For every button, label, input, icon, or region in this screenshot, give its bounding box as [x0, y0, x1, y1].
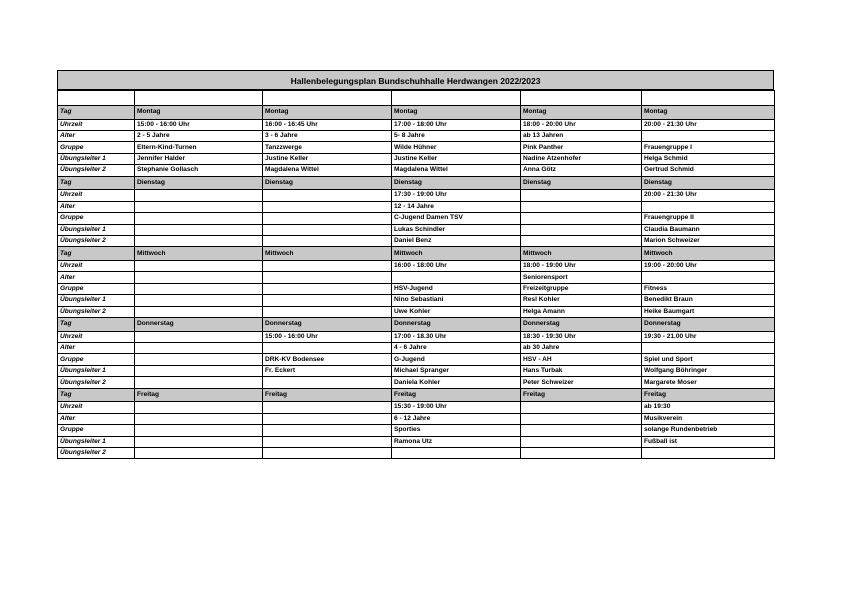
- slot-cell-ul1: Nino Sebastiani: [392, 295, 521, 306]
- slot-cell-alter: [135, 272, 263, 283]
- blank-cell: [58, 91, 135, 106]
- row-alter: [58, 343, 775, 354]
- slot-cell-ul1: [135, 224, 263, 235]
- row-label-tag: Tag: [58, 247, 135, 261]
- row-tag: [58, 247, 775, 261]
- slot-cell-gruppe: Spiel und Sport: [642, 354, 775, 365]
- blank-row: [58, 91, 775, 106]
- row-label-ul2: Übungsleiter 2: [58, 165, 135, 176]
- slot-cell-alter: [521, 413, 642, 424]
- slot-cell-alter: [642, 272, 775, 283]
- slot-cell-gruppe: [135, 354, 263, 365]
- slot-cell-alter: [521, 201, 642, 212]
- slot-cell-ul1: Hans Turbak: [521, 365, 642, 376]
- slot-cell-ul1: Justine Keller: [392, 153, 521, 164]
- slot-cell-ul1: Wolfgang Böhringer: [642, 365, 775, 376]
- slot-cell-ul2: Marion Schweizer: [642, 235, 775, 246]
- row-ul1: [58, 365, 775, 376]
- slot-cell-ul2: Daniel Benz: [392, 235, 521, 246]
- slot-cell-uhrzeit: [263, 260, 392, 271]
- slot-cell-gruppe: Fitness: [642, 283, 775, 294]
- day-cell: Donnerstag: [521, 318, 642, 332]
- day-cell: Mittwoch: [135, 247, 263, 261]
- day-cell: Donnerstag: [135, 318, 263, 332]
- slot-cell-alter: 6 - 12 Jahre: [392, 413, 521, 424]
- slot-cell-uhrzeit: [135, 331, 263, 342]
- row-label-ul1: Übungsleiter 1: [58, 153, 135, 164]
- row-gruppe: [58, 142, 775, 153]
- slot-cell-gruppe: [263, 283, 392, 294]
- day-cell: Dienstag: [263, 176, 392, 190]
- slot-cell-gruppe: Frauengruppe II: [642, 213, 775, 224]
- row-tag: [58, 176, 775, 190]
- slot-cell-alter: Seniorensport: [521, 272, 642, 283]
- row-ul1: [58, 224, 775, 235]
- row-label-alter: Alter: [58, 343, 135, 354]
- slot-cell-ul2: [135, 306, 263, 317]
- slot-cell-ul2: [521, 235, 642, 246]
- day-cell: Dienstag: [392, 176, 521, 190]
- slot-cell-gruppe: Eltern-Kind-Turnen: [135, 142, 263, 153]
- slot-cell-alter: [135, 201, 263, 212]
- row-label-ul1: Übungsleiter 1: [58, 295, 135, 306]
- slot-cell-ul2: [135, 235, 263, 246]
- slot-cell-alter: 5- 8 Jahre: [392, 130, 521, 141]
- row-label-alter: Alter: [58, 413, 135, 424]
- slot-cell-ul2: Margarete Moser: [642, 377, 775, 388]
- day-cell: Donnerstag: [392, 318, 521, 332]
- slot-cell-gruppe: [263, 213, 392, 224]
- row-uhrzeit: [58, 331, 775, 342]
- day-cell: Montag: [642, 106, 775, 120]
- day-cell: Dienstag: [642, 176, 775, 190]
- row-gruppe: [58, 283, 775, 294]
- day-cell: Montag: [392, 106, 521, 120]
- day-cell: Mittwoch: [521, 247, 642, 261]
- blank-cell: [642, 91, 775, 106]
- slot-cell-ul2: Heike Baumgart: [642, 306, 775, 317]
- row-label-alter: Alter: [58, 201, 135, 212]
- slot-cell-ul1: Resl Kohler: [521, 295, 642, 306]
- slot-cell-ul2: [521, 448, 642, 459]
- slot-cell-gruppe: Sporties: [392, 425, 521, 436]
- row-label-tag: Tag: [58, 388, 135, 402]
- slot-cell-ul2: [263, 377, 392, 388]
- row-label-uhrzeit: Uhrzeit: [58, 331, 135, 342]
- slot-cell-uhrzeit: 16:00 - 18:00 Uhr: [392, 260, 521, 271]
- slot-cell-alter: [135, 343, 263, 354]
- slot-cell-alter: [642, 201, 775, 212]
- slot-cell-uhrzeit: [521, 402, 642, 413]
- row-label-uhrzeit: Uhrzeit: [58, 260, 135, 271]
- blank-cell: [521, 91, 642, 106]
- slot-cell-ul1: Lukas Schindler: [392, 224, 521, 235]
- slot-cell-uhrzeit: 17:00 - 18:00 Uhr: [392, 119, 521, 130]
- slot-cell-gruppe: [521, 213, 642, 224]
- row-tag: [58, 106, 775, 120]
- blank-cell: [135, 91, 263, 106]
- slot-cell-ul1: Justine Keller: [263, 153, 392, 164]
- row-label-uhrzeit: Uhrzeit: [58, 190, 135, 201]
- slot-cell-uhrzeit: 15:00 - 16:00 Uhr: [135, 119, 263, 130]
- row-label-ul2: Übungsleiter 2: [58, 235, 135, 246]
- row-label-ul1: Übungsleiter 1: [58, 224, 135, 235]
- slot-cell-alter: Musikverein: [642, 413, 775, 424]
- slot-cell-gruppe: Tanzzwerge: [263, 142, 392, 153]
- slot-cell-ul1: Claudia Baumann: [642, 224, 775, 235]
- day-cell: Freitag: [521, 388, 642, 402]
- slot-cell-alter: [263, 343, 392, 354]
- slot-cell-alter: 4 - 6 Jahre: [392, 343, 521, 354]
- slot-cell-gruppe: HSV - AH: [521, 354, 642, 365]
- slot-cell-ul1: Jennifer Halder: [135, 153, 263, 164]
- row-label-gruppe: Gruppe: [58, 425, 135, 436]
- slot-cell-ul2: [135, 448, 263, 459]
- day-cell: Freitag: [392, 388, 521, 402]
- slot-cell-uhrzeit: 19:00 - 20:00 Uhr: [642, 260, 775, 271]
- slot-cell-uhrzeit: 16:00 - 16:45 Uhr: [263, 119, 392, 130]
- row-ul1: [58, 295, 775, 306]
- slot-cell-gruppe: [135, 283, 263, 294]
- slot-cell-alter: ab 13 Jahren: [521, 130, 642, 141]
- slot-cell-uhrzeit: [135, 260, 263, 271]
- slot-cell-uhrzeit: [263, 190, 392, 201]
- slot-cell-gruppe: [135, 213, 263, 224]
- row-ul2: [58, 448, 775, 459]
- slot-cell-ul2: [392, 448, 521, 459]
- slot-cell-gruppe: Wilde Hühner: [392, 142, 521, 153]
- row-alter: [58, 130, 775, 141]
- slot-cell-uhrzeit: 15:00 - 16:00 Uhr: [263, 331, 392, 342]
- row-gruppe: [58, 354, 775, 365]
- slot-cell-gruppe: DRK-KV Bodensee: [263, 354, 392, 365]
- slot-cell-uhrzeit: 19:30 - 21.00 Uhr: [642, 331, 775, 342]
- slot-cell-ul1: Michael Spranger: [392, 365, 521, 376]
- day-cell: Mittwoch: [642, 247, 775, 261]
- slot-cell-ul1: Nadine Atzenhofer: [521, 153, 642, 164]
- row-gruppe: [58, 213, 775, 224]
- slot-cell-ul1: [135, 365, 263, 376]
- row-label-alter: Alter: [58, 272, 135, 283]
- row-label-gruppe: Gruppe: [58, 142, 135, 153]
- slot-cell-ul2: Stephanie Gollasch: [135, 165, 263, 176]
- schedule-table: [57, 90, 775, 459]
- row-alter: [58, 201, 775, 212]
- row-label-ul2: Übungsleiter 2: [58, 448, 135, 459]
- row-uhrzeit: [58, 119, 775, 130]
- slot-cell-ul2: Peter Schweizer: [521, 377, 642, 388]
- row-ul2: [58, 377, 775, 388]
- row-tag: [58, 388, 775, 402]
- slot-cell-uhrzeit: 17:30 - 19:00 Uhr: [392, 190, 521, 201]
- slot-cell-ul2: [642, 448, 775, 459]
- slot-cell-ul2: Magdalena Wittel: [263, 165, 392, 176]
- slot-cell-gruppe: C-Jugend Damen TSV: [392, 213, 521, 224]
- slot-cell-gruppe: G-Jugend: [392, 354, 521, 365]
- row-label-ul1: Übungsleiter 1: [58, 436, 135, 447]
- slot-cell-ul1: Fußball ist: [642, 436, 775, 447]
- slot-cell-ul1: [263, 224, 392, 235]
- slot-cell-ul2: [263, 448, 392, 459]
- slot-cell-alter: [642, 130, 775, 141]
- row-label-gruppe: Gruppe: [58, 283, 135, 294]
- row-label-tag: Tag: [58, 318, 135, 332]
- row-alter: [58, 272, 775, 283]
- slot-cell-ul1: [135, 295, 263, 306]
- row-label-uhrzeit: Uhrzeit: [58, 119, 135, 130]
- slot-cell-alter: [642, 343, 775, 354]
- slot-cell-ul1: Fr. Eckert: [263, 365, 392, 376]
- day-cell: Dienstag: [521, 176, 642, 190]
- slot-cell-uhrzeit: 20:00 - 21:30 Uhr: [642, 119, 775, 130]
- day-cell: Freitag: [642, 388, 775, 402]
- slot-cell-gruppe: Pink Panther: [521, 142, 642, 153]
- day-cell: Mittwoch: [263, 247, 392, 261]
- slot-cell-alter: 3 - 6 Jahre: [263, 130, 392, 141]
- slot-cell-gruppe: [263, 425, 392, 436]
- slot-cell-alter: [135, 413, 263, 424]
- slot-cell-ul2: Uwe Kohler: [392, 306, 521, 317]
- sheet-title: Hallenbelegungsplan Bundschuhhalle Herdwangen 2022/2023: [57, 70, 774, 90]
- day-cell: Montag: [135, 106, 263, 120]
- slot-cell-ul2: [263, 306, 392, 317]
- slot-cell-alter: [263, 413, 392, 424]
- slot-cell-ul1: [135, 436, 263, 447]
- slot-cell-uhrzeit: 18:00 - 20:00 Uhr: [521, 119, 642, 130]
- day-cell: Montag: [521, 106, 642, 120]
- slot-cell-alter: [392, 272, 521, 283]
- slot-cell-alter: 2 - 5 Jahre: [135, 130, 263, 141]
- row-label-ul2: Übungsleiter 2: [58, 377, 135, 388]
- slot-cell-uhrzeit: [521, 190, 642, 201]
- slot-cell-alter: ab 30 Jahre: [521, 343, 642, 354]
- row-label-ul1: Übungsleiter 1: [58, 365, 135, 376]
- slot-cell-uhrzeit: [263, 402, 392, 413]
- slot-cell-gruppe: [521, 425, 642, 436]
- day-cell: Dienstag: [135, 176, 263, 190]
- day-cell: Freitag: [263, 388, 392, 402]
- slot-cell-ul1: [263, 436, 392, 447]
- slot-cell-ul1: [521, 436, 642, 447]
- slot-cell-ul2: Daniela Kohler: [392, 377, 521, 388]
- row-ul2: [58, 306, 775, 317]
- slot-cell-uhrzeit: [135, 190, 263, 201]
- slot-cell-uhrzeit: 18:30 - 19:30 Uhr: [521, 331, 642, 342]
- slot-cell-alter: [263, 201, 392, 212]
- schedule-sheet: [57, 70, 774, 459]
- slot-cell-ul2: Magdalena Wittel: [392, 165, 521, 176]
- slot-cell-gruppe: HSV-Jugend: [392, 283, 521, 294]
- slot-cell-uhrzeit: [135, 402, 263, 413]
- slot-cell-gruppe: Freizeitgruppe: [521, 283, 642, 294]
- blank-cell: [263, 91, 392, 106]
- slot-cell-alter: [263, 272, 392, 283]
- slot-cell-uhrzeit: 17:00 - 18.30 Uhr: [392, 331, 521, 342]
- slot-cell-uhrzeit: 20:00 - 21:30 Uhr: [642, 190, 775, 201]
- slot-cell-ul1: Benedikt Braun: [642, 295, 775, 306]
- slot-cell-ul2: Helga Amann: [521, 306, 642, 317]
- row-label-uhrzeit: Uhrzeit: [58, 402, 135, 413]
- slot-cell-gruppe: solange Rundenbetrieb: [642, 425, 775, 436]
- slot-cell-ul2: Gertrud Schmid: [642, 165, 775, 176]
- slot-cell-ul1: [263, 295, 392, 306]
- slot-cell-alter: 12 - 14 Jahre: [392, 201, 521, 212]
- slot-cell-ul1: Helga Schmid: [642, 153, 775, 164]
- slot-cell-gruppe: [135, 425, 263, 436]
- slot-cell-uhrzeit: ab 19:30: [642, 402, 775, 413]
- day-cell: Mittwoch: [392, 247, 521, 261]
- row-label-tag: Tag: [58, 176, 135, 190]
- day-cell: Freitag: [135, 388, 263, 402]
- slot-cell-ul2: Anna Götz: [521, 165, 642, 176]
- row-ul1: [58, 436, 775, 447]
- slot-cell-uhrzeit: 15:30 - 19:00 Uhr: [392, 402, 521, 413]
- day-cell: Donnerstag: [642, 318, 775, 332]
- slot-cell-gruppe: Frauengruppe I: [642, 142, 775, 153]
- slot-cell-uhrzeit: 18:00 - 19:00 Uhr: [521, 260, 642, 271]
- row-uhrzeit: [58, 190, 775, 201]
- slot-cell-ul1: Ramona Utz: [392, 436, 521, 447]
- row-label-tag: Tag: [58, 106, 135, 120]
- slot-cell-ul1: [521, 224, 642, 235]
- day-cell: Montag: [263, 106, 392, 120]
- row-uhrzeit: [58, 402, 775, 413]
- blank-cell: [392, 91, 521, 106]
- row-alter: [58, 413, 775, 424]
- row-ul2: [58, 165, 775, 176]
- row-ul2: [58, 235, 775, 246]
- row-gruppe: [58, 425, 775, 436]
- slot-cell-ul2: [135, 377, 263, 388]
- row-tag: [58, 318, 775, 332]
- row-ul1: [58, 153, 775, 164]
- row-label-gruppe: Gruppe: [58, 354, 135, 365]
- slot-cell-ul2: [263, 235, 392, 246]
- row-label-ul2: Übungsleiter 2: [58, 306, 135, 317]
- row-label-alter: Alter: [58, 130, 135, 141]
- day-cell: Donnerstag: [263, 318, 392, 332]
- row-uhrzeit: [58, 260, 775, 271]
- row-label-gruppe: Gruppe: [58, 213, 135, 224]
